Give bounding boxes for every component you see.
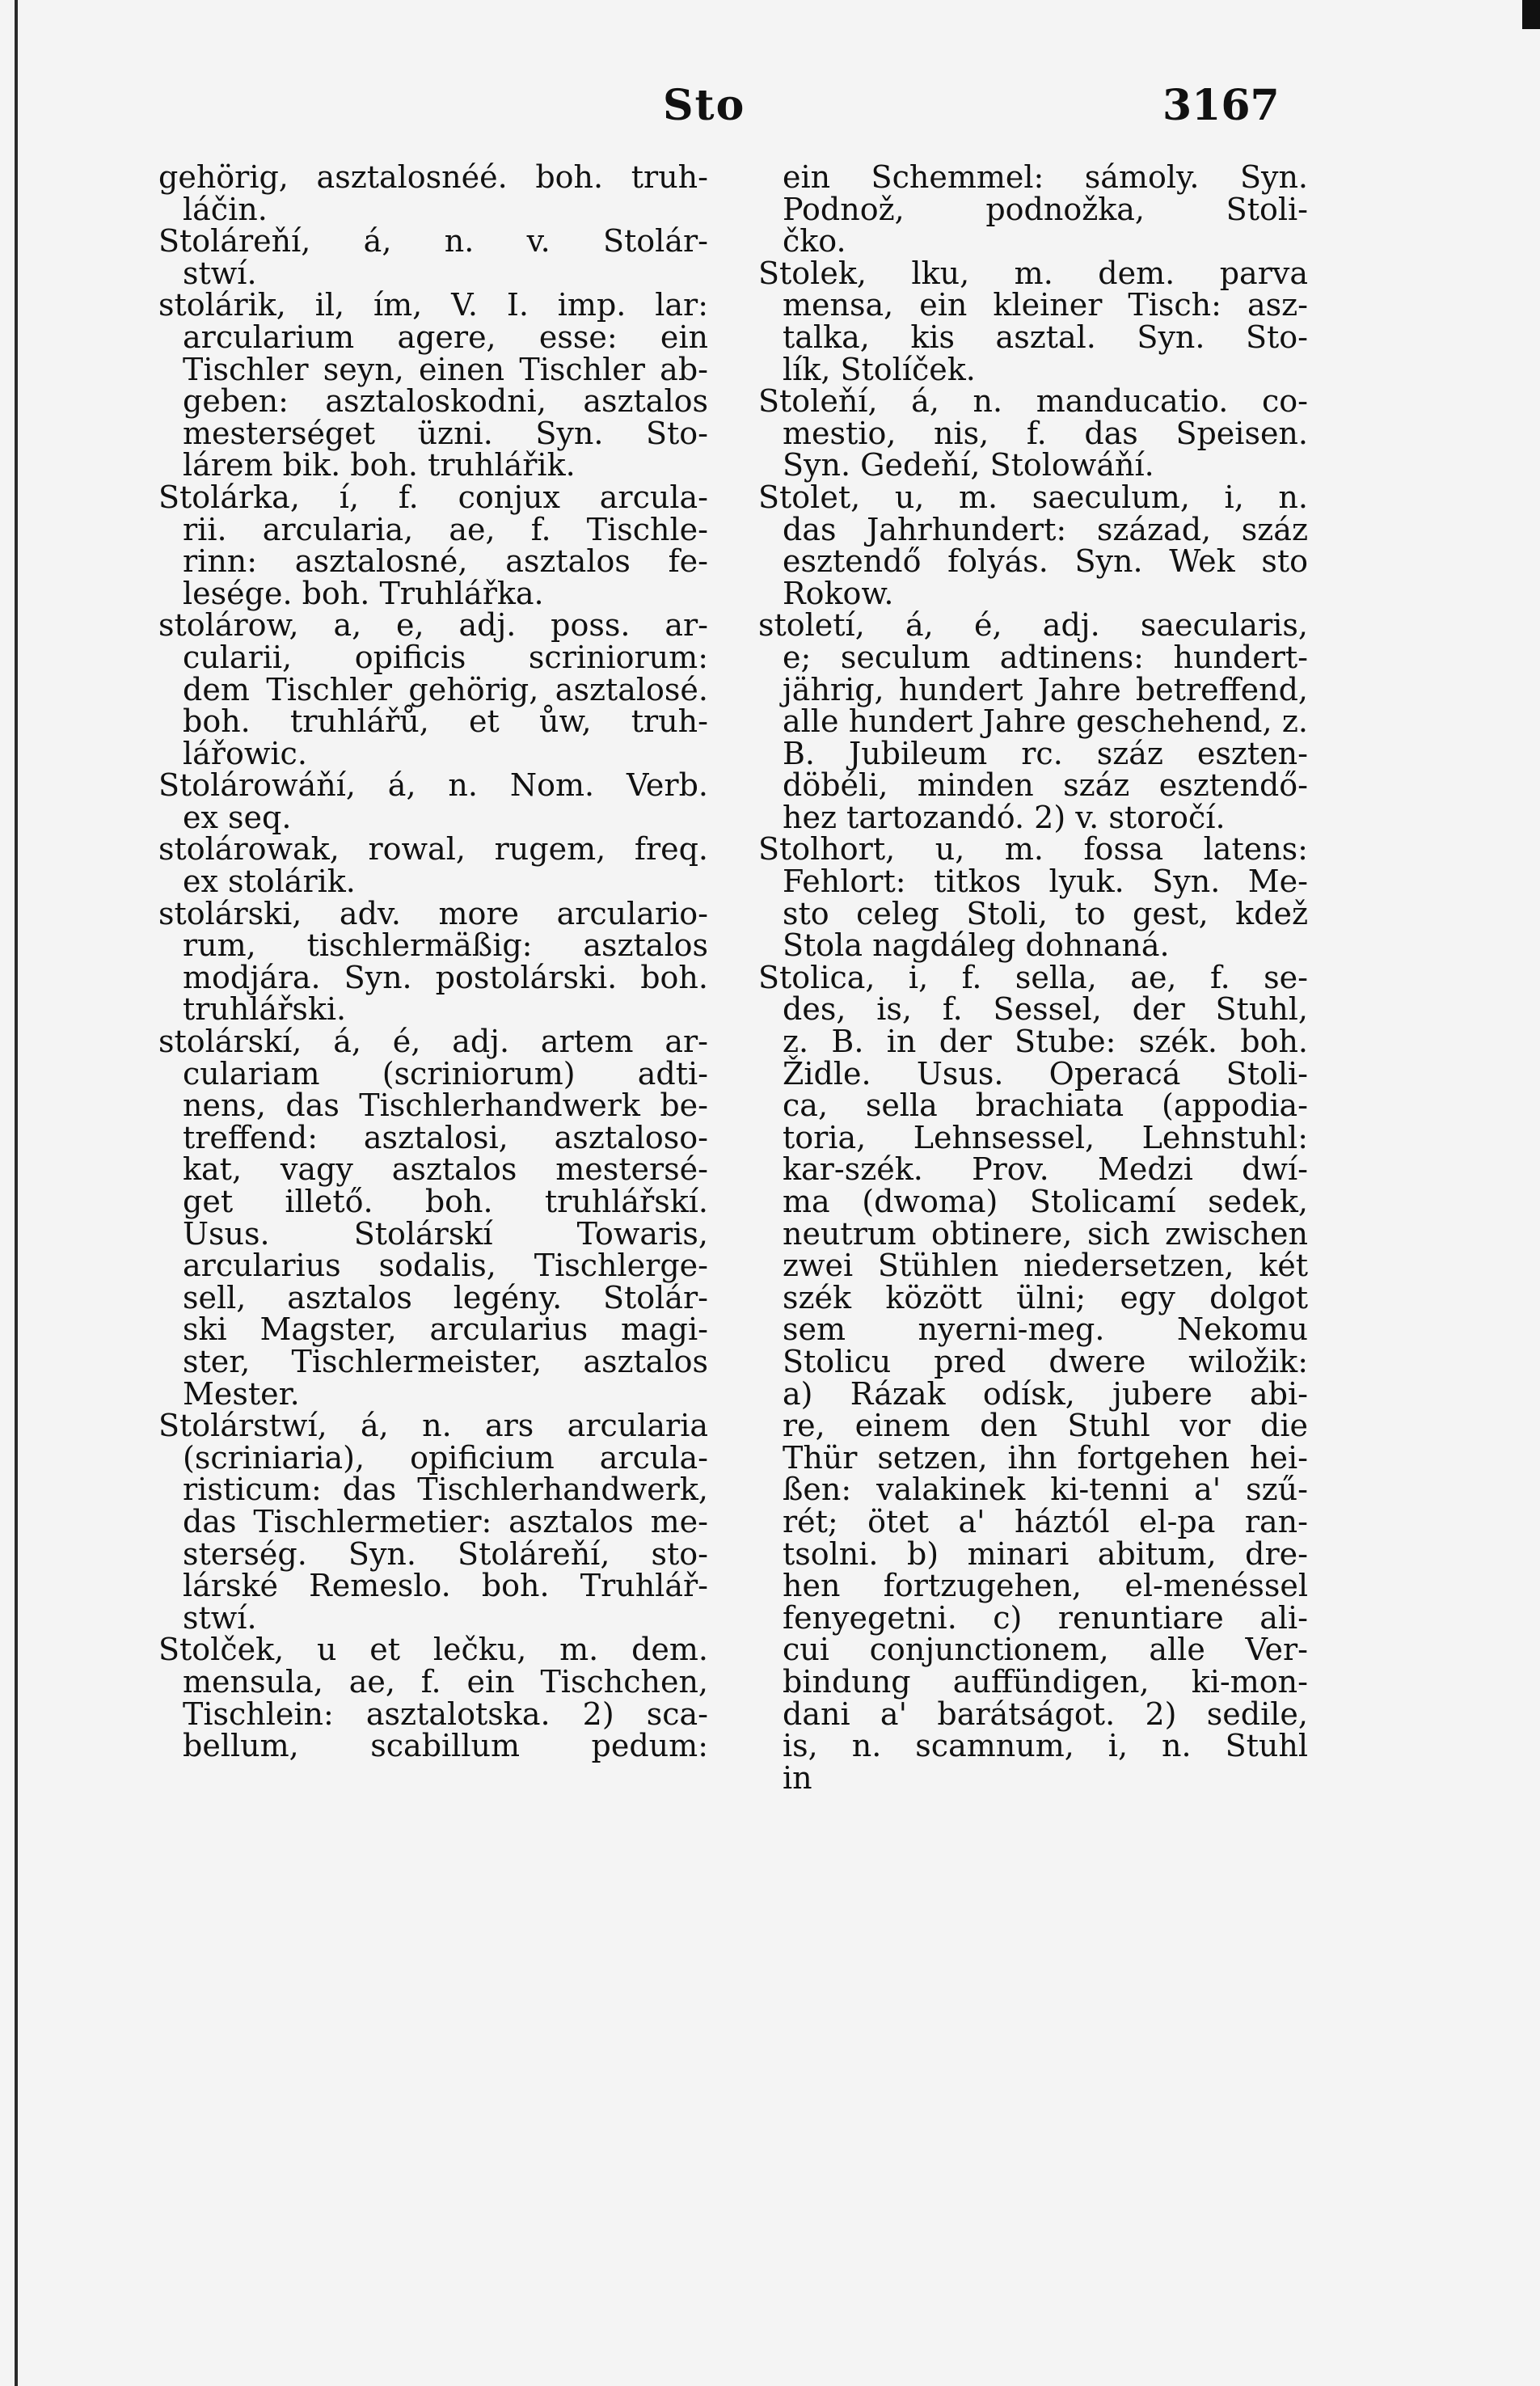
text-line: (scriniaria), opificium arcula- bbox=[183, 1439, 708, 1476]
text-line: Tischler seyn, einen Tischler ab- bbox=[183, 351, 708, 387]
text-line: ski Magster, arcularius magi- bbox=[183, 1311, 708, 1348]
text-line: Tischlein: asztalotska. 2) sca- bbox=[183, 1696, 708, 1732]
corner-mark bbox=[1522, 0, 1540, 29]
text-line: Stolárstwí, á, n. ars arcularia bbox=[158, 1408, 708, 1444]
text-line: zwei Stühlen niedersetzen, két bbox=[783, 1248, 1308, 1284]
text-line: stwí. bbox=[183, 255, 257, 291]
text-line: hez tartozandó. 2) v. storočí. bbox=[783, 799, 1226, 835]
text-line: das Tischlermetier: asztalos me- bbox=[183, 1503, 708, 1539]
text-line: mestio, nis, f. das Speisen. bbox=[783, 415, 1308, 451]
page-number: 3167 bbox=[1162, 81, 1280, 130]
text-line: cui conjunctionem, alle Ver- bbox=[783, 1632, 1308, 1668]
text-line: Stola nagdáleg dohnaná. bbox=[783, 927, 1170, 964]
text-line: lesége. boh. Truhlářka. bbox=[183, 575, 544, 611]
text-line: Fehlort: titkos lyuk. Syn. Me- bbox=[783, 864, 1308, 900]
text-line: sem nyerni-meg. Nekomu bbox=[783, 1311, 1308, 1348]
text-line: sterség. Syn. Stoláreňí, sto- bbox=[183, 1535, 708, 1572]
text-line: neutrum obtinere, sich zwischen bbox=[783, 1215, 1308, 1252]
text-line: z. B. in der Stube: szék. boh. bbox=[783, 1024, 1308, 1060]
text-line: ex seq. bbox=[183, 799, 292, 835]
text-line: talka, kis asztal. Syn. Sto- bbox=[783, 319, 1308, 355]
text-line: Stolárka, í, f. conjux arcula- bbox=[158, 479, 708, 515]
text-line: století, á, é, adj. saecularis, bbox=[758, 607, 1308, 644]
text-line: mensula, ae, f. ein Tischchen, bbox=[183, 1663, 708, 1700]
text-line: Podnož, podnožka, Stoli- bbox=[783, 191, 1308, 227]
text-line: Stolhort, u, m. fossa latens: bbox=[758, 831, 1308, 868]
text-line: B. Jubileum rc. száz eszten- bbox=[783, 735, 1308, 771]
text-line: esztendő folyás. Syn. Wek sto bbox=[783, 543, 1308, 580]
text-line: stolárskí, á, é, adj. artem ar- bbox=[158, 1024, 708, 1060]
text-line: tsolni. b) minari abitum, dre- bbox=[783, 1535, 1308, 1572]
text-line: ßen: valakinek ki-tenni a' szű- bbox=[783, 1472, 1308, 1508]
text-line: Stoláreňí, á, n. v. Stolár- bbox=[158, 223, 708, 260]
text-line: cularii, opificis scriniorum: bbox=[183, 639, 708, 675]
text-line: Stolet, u, m. saeculum, i, n. bbox=[758, 479, 1308, 515]
text-line: Židle. Usus. Operacá Stoli- bbox=[783, 1055, 1308, 1092]
text-line: lárské Remeslo. boh. Truhlář- bbox=[183, 1568, 708, 1604]
text-line: lářowic. bbox=[183, 735, 307, 771]
text-line: fenyegetni. c) renuntiare ali- bbox=[783, 1599, 1308, 1636]
running-header: Sto bbox=[663, 81, 746, 130]
text-line: des, is, f. Sessel, der Stuhl, bbox=[783, 991, 1308, 1028]
text-line: lík, Stolíček. bbox=[783, 351, 976, 387]
text-line: Mester. bbox=[183, 1375, 300, 1412]
text-line: dani a' barátságot. 2) sedile, bbox=[783, 1696, 1308, 1732]
text-line: Usus. Stolárskí Towaris, bbox=[183, 1215, 708, 1252]
text-line: alle hundert Jahre geschehend, z. bbox=[783, 703, 1308, 740]
text-line: rii. arcularia, ae, f. Tischle- bbox=[183, 511, 708, 547]
text-line: treffend: asztalosi, asztaloso- bbox=[183, 1119, 708, 1155]
text-line: get illető. boh. truhlářskí. bbox=[183, 1184, 708, 1219]
text-line: Rokow. bbox=[783, 575, 894, 611]
text-line: arcularius sodalis, Tischlerge- bbox=[183, 1248, 708, 1284]
text-line: láčin. bbox=[183, 191, 268, 227]
text-line: truhlářski. bbox=[183, 991, 347, 1028]
text-line: mensa, ein kleiner Tisch: asz- bbox=[783, 287, 1308, 323]
text-line: kar-szék. Prov. Medzi dwí- bbox=[783, 1151, 1308, 1188]
text-line: modjára. Syn. postolárski. boh. bbox=[183, 959, 708, 995]
text-line: ster, Tischlermeister, asztalos bbox=[183, 1343, 708, 1379]
text-line: Stolček, u et lečku, m. dem. bbox=[158, 1632, 708, 1668]
text-line: rét; ötet a' háztól el-pa ran- bbox=[783, 1503, 1308, 1539]
text-line: rum, tischlermäßig: asztalos bbox=[183, 927, 708, 964]
text-line: das Jahrhundert: század, száz bbox=[783, 511, 1308, 547]
text-line: stolárik, il, ím, V. I. imp. lar: bbox=[158, 287, 708, 323]
text-line: Syn. Gedeňí, Stolowáňí. bbox=[783, 447, 1154, 484]
text-line: gehörig, asztalosnéé. boh. truh- bbox=[158, 159, 708, 195]
text-line: Thür setzen, ihn fortgehen hei- bbox=[783, 1439, 1308, 1476]
text-line: mesterséget üzni. Syn. Sto- bbox=[183, 415, 708, 451]
text-line: nens, das Tischlerhandwerk be- bbox=[183, 1087, 708, 1124]
text-line: is, n. scamnum, i, n. Stuhl bbox=[783, 1728, 1308, 1764]
text-line: ma (dwoma) Stolicamí sedek, bbox=[783, 1184, 1308, 1219]
text-line: culariam (scriniorum) adti- bbox=[183, 1055, 708, 1092]
text-line: stwí. bbox=[183, 1599, 257, 1636]
text-line: Stoleňí, á, n. manducatio. co- bbox=[758, 383, 1308, 420]
text-line: jährig, hundert Jahre betreffend, bbox=[783, 671, 1308, 707]
text-line: lárem bik. boh. truhlářik. bbox=[183, 447, 576, 484]
text-line: geben: asztaloskodni, asztalos bbox=[183, 383, 708, 420]
text-line: döbéli, minden száz esztendő- bbox=[783, 767, 1308, 804]
text-line: ex stolárik. bbox=[183, 864, 356, 900]
text-line: stolárski, adv. more arculario- bbox=[158, 895, 708, 931]
text-line: boh. truhlářů, et ůw, truh- bbox=[183, 703, 708, 740]
text-line: a) Rázak odísk, jubere abi- bbox=[783, 1375, 1308, 1412]
text-line: stolárow, a, e, adj. poss. ar- bbox=[158, 607, 708, 644]
text-line: in bbox=[783, 1759, 812, 1796]
text-line: kat, vagy asztalos mestersé- bbox=[183, 1151, 708, 1188]
text-line: ca, sella brachiata (appodia- bbox=[783, 1087, 1308, 1124]
text-line: čko. bbox=[783, 223, 846, 260]
text-line: Stolek, lku, m. dem. parva bbox=[758, 255, 1308, 291]
text-line: Stolicu pred dwere wiložik: bbox=[783, 1343, 1308, 1379]
left-column bbox=[158, 159, 708, 1764]
text-line: sell, asztalos legény. Stolár- bbox=[183, 1279, 708, 1315]
text-line: bindung auffündigen, ki-mon- bbox=[783, 1663, 1308, 1700]
text-line: bellum, scabillum pedum: bbox=[183, 1728, 708, 1764]
text-line: arcularium agere, esse: ein bbox=[183, 319, 708, 355]
text-line: e; seculum adtinens: hundert- bbox=[783, 639, 1308, 675]
text-line: hen fortzugehen, el-menéssel bbox=[783, 1568, 1308, 1604]
binding-edge bbox=[15, 0, 18, 2386]
text-line: stolárowak, rowal, rugem, freq. bbox=[158, 831, 708, 868]
text-line: Stolárowáňí, á, n. Nom. Verb. bbox=[158, 767, 708, 804]
text-line: rinn: asztalosné, asztalos fe- bbox=[183, 543, 708, 580]
text-line: sto celeg Stoli, to gest, kdež bbox=[783, 895, 1308, 931]
text-line: Stolica, i, f. sella, ae, f. se- bbox=[758, 959, 1308, 995]
text-line: risticum: das Tischlerhandwerk, bbox=[183, 1472, 708, 1508]
text-line: re, einem den Stuhl vor die bbox=[783, 1408, 1308, 1444]
text-line: ein Schemmel: sámoly. Syn. bbox=[783, 159, 1308, 195]
text-line: toria, Lehnsessel, Lehnstuhl: bbox=[783, 1119, 1308, 1155]
text-line: dem Tischler gehörig, asztalosé. bbox=[183, 671, 708, 707]
text-line: szék között ülni; egy dolgot bbox=[783, 1279, 1308, 1315]
right-column bbox=[758, 159, 1308, 1796]
